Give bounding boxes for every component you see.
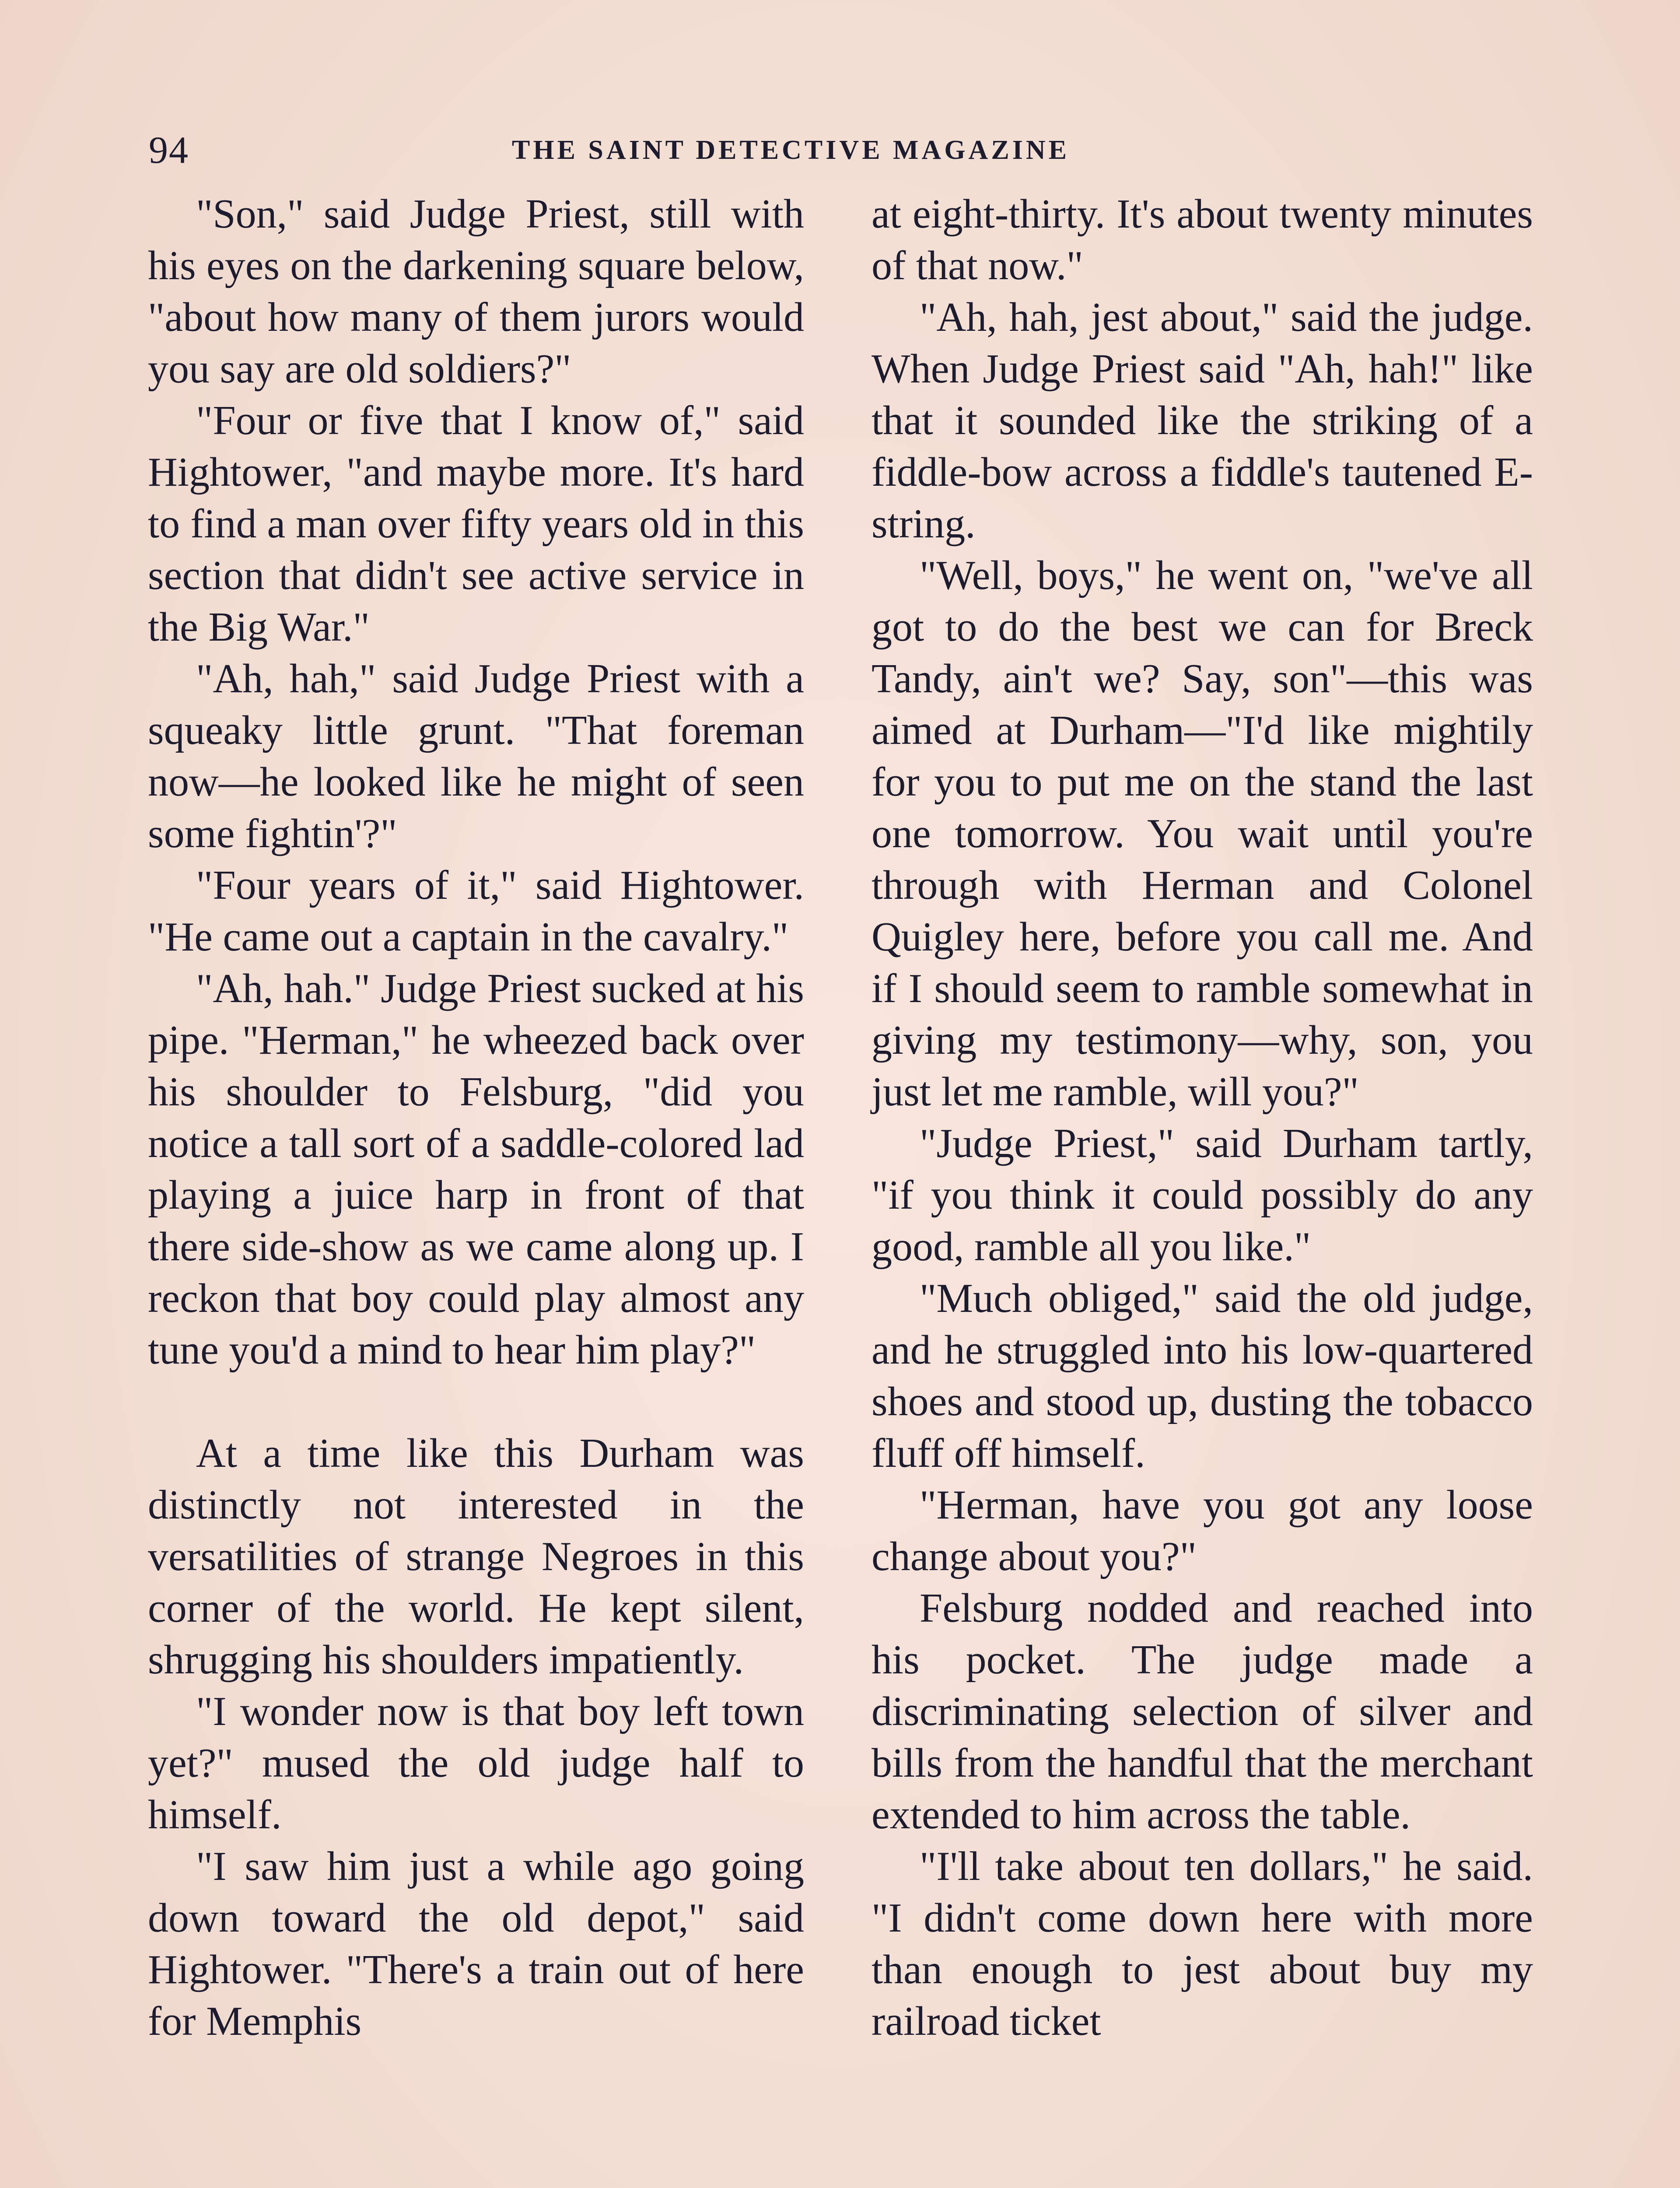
paragraph: "Son," said Judge Priest, still with his eyes on the darkening square below, "about how many of them jurors would you say are old soldiers?" xyxy=(148,191,804,392)
running-head: THE SAINT DETECTIVE MAGAZINE xyxy=(512,135,1070,165)
left-column xyxy=(148,188,804,2047)
paragraph: "Four or five that I know of," said Hightower, "and maybe more. It's hard to find a man over fifty years old in this section that didn't see active service in the Big War." xyxy=(148,398,804,650)
page-number: 94 xyxy=(149,129,189,172)
paragraph: "Well, boys," he went on, "we've all got to do the best we can for Breck Tandy, ain't we? Say, son"—this was aimed at Durham—"I'd like mightily for you to put me on the stand the last one tomorrow. You wait until you're through with Herman and Colonel Quigley here, before you call me. And if I should seem to ramble somewhat in giving my testimony—why, son, you just let me ramble, will you?" xyxy=(872,553,1533,1115)
paragraph: "Judge Priest," said Durham tartly, "if you think it could possibly do any good, ramble all you like." xyxy=(872,1121,1533,1269)
paragraph: "Much obliged," said the old judge, and he struggled into his low-quartered shoes and stood up, dusting the tobacco fluff off himself. xyxy=(872,1276,1533,1476)
right-column xyxy=(872,188,1533,2047)
paragraph: "Four years of it," said Hightower. "He came out a captain in the cavalry." xyxy=(148,863,804,960)
paragraph: at eight-thirty. It's about twenty minutes of that now." xyxy=(872,191,1533,288)
paragraph: At a time like this Durham was distinctly not interested in the versatilities of strange Negroes in this corner of the world. He kept silent, shrugging his shoulders impatiently. xyxy=(148,1431,804,1683)
paragraph: "I wonder now is that boy left town yet?" mused the old judge half to himself. xyxy=(148,1689,804,1837)
paragraph: "Ah, hah, jest about," said the judge. When Judge Priest said "Ah, hah!" like that it sounded like the striking of a fiddle-bow across a fiddle's tautened E-string. xyxy=(872,295,1533,547)
paragraph: "Ah, hah," said Judge Priest with a squeaky little grunt. "That foreman now—he looked like he might of seen some fightin'?" xyxy=(148,656,804,856)
paragraph: "Ah, hah." Judge Priest sucked at his pipe. "Herman," he wheezed back over his shoulder to Felsburg, "did you notice a tall sort of a saddle-colored lad playing a juice harp in front of that there side-show as we came along up. I reckon that boy could play almost any tune you'd a mind to hear him play?" xyxy=(148,966,804,1373)
paragraph: "Herman, have you got any loose change about you?" xyxy=(872,1482,1533,1579)
paragraph: Felsburg nodded and reached into his pocket. The judge made a discriminating selection of silver and bills from the handful that the merchant extended to him across the table. xyxy=(872,1585,1533,1837)
paragraph: "I'll take about ten dollars," he said. "I didn't come down here with more than enough to jest about buy my railroad ticket xyxy=(872,1844,1533,2044)
paragraph: "I saw him just a while ago going down toward the old depot," said Hightower. "There's a train out of here for Memphis xyxy=(148,1844,804,2044)
